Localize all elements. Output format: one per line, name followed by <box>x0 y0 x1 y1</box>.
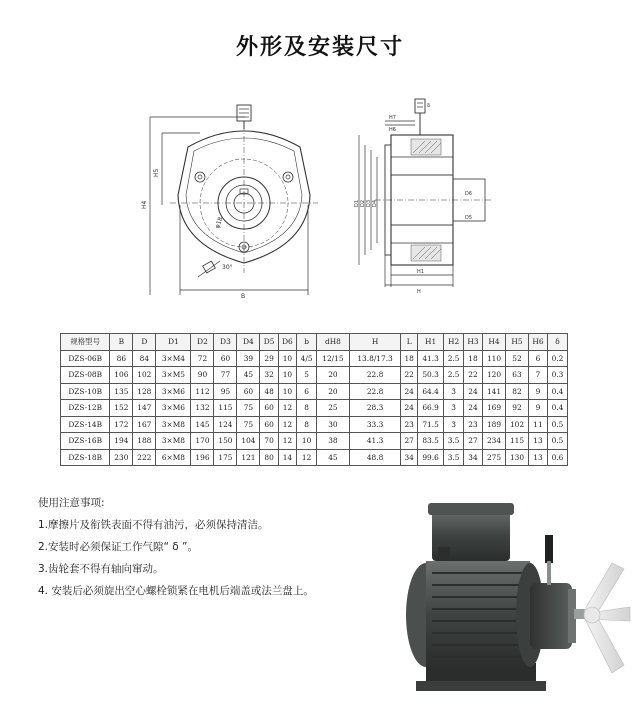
table-row <box>61 367 568 384</box>
value-cell: 52 <box>506 350 529 367</box>
value-cell: 9 <box>528 400 547 417</box>
header-cell: D3 <box>214 334 237 351</box>
value-cell: 60 <box>214 350 237 367</box>
value-cell: 39 <box>237 350 260 367</box>
value-cell: 0.4 <box>548 400 568 417</box>
value-cell: 83.5 <box>418 433 444 450</box>
value-cell: 135 <box>110 383 133 400</box>
coil-section-top <box>411 139 441 155</box>
header-cell: H5 <box>506 334 529 351</box>
value-cell: 70 <box>260 433 278 450</box>
spec-table <box>60 333 568 466</box>
value-cell: 34 <box>401 449 418 466</box>
model-cell: DZS-10B <box>61 383 110 400</box>
table-row <box>61 350 568 367</box>
value-cell: 3×M6 <box>156 383 191 400</box>
label-side-d5: D5 <box>465 215 473 221</box>
table-row <box>61 400 568 417</box>
value-cell: 6 <box>297 383 317 400</box>
table-header-row <box>61 334 568 351</box>
bolt-hole <box>283 172 293 182</box>
value-cell: 0.6 <box>548 449 568 466</box>
table-row <box>61 416 568 433</box>
value-cell: 3×M5 <box>156 367 191 384</box>
value-cell: 71.5 <box>418 416 444 433</box>
label-side-d1: D1 <box>354 199 360 207</box>
label-side-h7: H7 <box>389 115 396 121</box>
value-cell: 24 <box>401 383 418 400</box>
header-cell: H2 <box>444 334 464 351</box>
table-row <box>61 383 568 400</box>
value-cell: 124 <box>214 416 237 433</box>
value-cell: 6 <box>528 350 547 367</box>
label-b: B <box>241 293 246 300</box>
value-cell: 230 <box>110 449 133 466</box>
header-cell: D2 <box>191 334 214 351</box>
value-cell: 41.3 <box>349 433 401 450</box>
value-cell: 10 <box>278 383 296 400</box>
value-cell: 24 <box>464 400 483 417</box>
value-cell: 63 <box>506 367 529 384</box>
value-cell: 141 <box>483 383 506 400</box>
model-cell: DZS-16B <box>61 433 110 450</box>
value-cell: 8 <box>297 400 317 417</box>
value-cell: 172 <box>110 416 133 433</box>
value-cell: 167 <box>133 416 156 433</box>
value-cell: 95 <box>214 383 237 400</box>
value-cell: 112 <box>191 383 214 400</box>
value-cell: 99.6 <box>418 449 444 466</box>
usage-notes <box>38 495 398 605</box>
value-cell: 196 <box>191 449 214 466</box>
value-cell: 25 <box>317 400 350 417</box>
label-angle: 30° <box>222 264 233 271</box>
value-cell: 24 <box>464 383 483 400</box>
value-cell: 106 <box>110 367 133 384</box>
value-cell: 12 <box>278 416 296 433</box>
value-cell: 22 <box>401 367 418 384</box>
value-cell: 20 <box>317 367 350 384</box>
value-cell: 9 <box>528 383 547 400</box>
value-cell: 18 <box>401 350 418 367</box>
table-row <box>61 433 568 450</box>
value-cell: 188 <box>133 433 156 450</box>
value-cell: 3 <box>444 416 464 433</box>
value-cell: 13.8/17.3 <box>349 350 401 367</box>
value-cell: 18 <box>464 350 483 367</box>
value-cell: 22.8 <box>349 367 401 384</box>
value-cell: 32 <box>260 367 278 384</box>
value-cell: 84 <box>133 350 156 367</box>
release-lever-handle <box>545 535 553 563</box>
value-cell: 77 <box>214 367 237 384</box>
value-cell: 45 <box>317 449 350 466</box>
brake-unit <box>530 583 572 649</box>
value-cell: 13 <box>528 449 547 466</box>
value-cell: 102 <box>506 416 529 433</box>
fan-hub <box>584 607 600 623</box>
header-cell: D6 <box>278 334 296 351</box>
model-cell: DZS-08B <box>61 367 110 384</box>
front-view-drawing <box>140 85 340 300</box>
header-cell: H <box>349 334 401 351</box>
value-cell: 170 <box>191 433 214 450</box>
value-cell: 23 <box>464 416 483 433</box>
value-cell: 41.3 <box>418 350 444 367</box>
note-item: 2.安装时必须保证工作气隙“ δ ”。 <box>38 541 198 553</box>
value-cell: 20 <box>317 383 350 400</box>
value-cell: 82 <box>506 383 529 400</box>
header-cell: b <box>297 334 317 351</box>
value-cell: 0.4 <box>548 383 568 400</box>
value-cell: 3×M8 <box>156 433 191 450</box>
label-side-h1: H1 <box>417 269 424 275</box>
value-cell: 169 <box>483 400 506 417</box>
value-cell: 60 <box>237 383 260 400</box>
note-item: 4. 安装后必须旋出空心螺栓锁紧在电机后端盖或法兰盘上。 <box>38 585 314 597</box>
value-cell: 12 <box>278 433 296 450</box>
header-cell: D1 <box>156 334 191 351</box>
value-cell: 0.5 <box>548 416 568 433</box>
value-cell: 145 <box>191 416 214 433</box>
value-cell: 4/5 <box>297 350 317 367</box>
value-cell: 0.5 <box>548 433 568 450</box>
value-cell: 275 <box>483 449 506 466</box>
value-cell: 0.3 <box>548 367 568 384</box>
header-cell: D4 <box>237 334 260 351</box>
value-cell: 80 <box>260 449 278 466</box>
value-cell: 50.3 <box>418 367 444 384</box>
label-side-h: H <box>417 289 421 295</box>
value-cell: 120 <box>483 367 506 384</box>
value-cell: 128 <box>133 383 156 400</box>
value-cell: 7 <box>528 367 547 384</box>
value-cell: 130 <box>506 449 529 466</box>
bolt-hole <box>195 172 205 182</box>
value-cell: 110 <box>483 350 506 367</box>
value-cell: 12 <box>278 400 296 417</box>
value-cell: 2.5 <box>444 367 464 384</box>
value-cell: 27 <box>401 433 418 450</box>
header-cell: H1 <box>418 334 444 351</box>
note-item: 3.齿轮套不得有轴向窜动。 <box>38 563 164 575</box>
label-phi18: φ18 <box>213 216 225 230</box>
model-cell: DZS-06B <box>61 350 110 367</box>
page-title: 外形及安装尺寸 <box>235 35 404 60</box>
value-cell: 3.5 <box>444 433 464 450</box>
label-h5: H5 <box>153 168 160 177</box>
value-cell: 60 <box>260 416 278 433</box>
value-cell: 29 <box>260 350 278 367</box>
value-cell: 132 <box>191 400 214 417</box>
value-cell: 45 <box>237 367 260 384</box>
label-side-d4: D4 <box>372 199 378 207</box>
header-cell: H3 <box>464 334 483 351</box>
value-cell: 13 <box>528 433 547 450</box>
value-cell: 115 <box>214 400 237 417</box>
label-side-delta: δ <box>427 103 431 109</box>
value-cell: 14 <box>278 449 296 466</box>
value-cell: 234 <box>483 433 506 450</box>
notes-title: 使用注意事项: <box>38 497 105 509</box>
label-side-d3: D3 <box>366 199 372 207</box>
value-cell: 194 <box>110 433 133 450</box>
value-cell: 3×M4 <box>156 350 191 367</box>
value-cell: 86 <box>110 350 133 367</box>
header-cell: D <box>133 334 156 351</box>
header-cell: dH8 <box>317 334 350 351</box>
value-cell: 10 <box>278 367 296 384</box>
value-cell: 66.9 <box>418 400 444 417</box>
value-cell: 33.3 <box>349 416 401 433</box>
value-cell: 115 <box>506 433 529 450</box>
value-cell: 3.5 <box>444 449 464 466</box>
value-cell: 147 <box>133 400 156 417</box>
label-side-h6: H6 <box>389 127 396 133</box>
value-cell: 60 <box>260 400 278 417</box>
value-cell: 152 <box>110 400 133 417</box>
bottom-screw <box>203 261 216 273</box>
value-cell: 222 <box>133 449 156 466</box>
value-cell: 3 <box>444 400 464 417</box>
value-cell: 10 <box>297 433 317 450</box>
value-cell: 5 <box>297 367 317 384</box>
value-cell: 90 <box>191 367 214 384</box>
value-cell: 189 <box>483 416 506 433</box>
value-cell: 11 <box>528 416 547 433</box>
value-cell: 92 <box>506 400 529 417</box>
header-cell: δ <box>548 334 568 351</box>
header-cell: L <box>401 334 418 351</box>
value-cell: 10 <box>278 350 296 367</box>
value-cell: 22.8 <box>349 383 401 400</box>
model-cell: DZS-18B <box>61 449 110 466</box>
value-cell: 28.3 <box>349 400 401 417</box>
label-side-d6: D6 <box>465 191 473 197</box>
value-cell: 175 <box>214 449 237 466</box>
header-cell: 规格型号 <box>61 334 110 351</box>
value-cell: 3×M8 <box>156 416 191 433</box>
value-cell: 48 <box>260 383 278 400</box>
header-cell: H6 <box>528 334 547 351</box>
note-item: 1.摩擦片及衔铁表面不得有油污，必须保持清洁。 <box>38 519 269 531</box>
value-cell: 23 <box>401 416 418 433</box>
value-cell: 2.5 <box>444 350 464 367</box>
table-body <box>61 350 568 466</box>
value-cell: 12/15 <box>317 350 350 367</box>
side-view-drawing <box>355 95 495 295</box>
value-cell: 104 <box>237 433 260 450</box>
label-h4: H4 <box>141 200 148 209</box>
value-cell: 38 <box>317 433 350 450</box>
value-cell: 12 <box>297 449 317 466</box>
header-cell: H4 <box>483 334 506 351</box>
value-cell: 3×M6 <box>156 400 191 417</box>
value-cell: 0.2 <box>548 350 568 367</box>
value-cell: 72 <box>191 350 214 367</box>
release-lever <box>415 99 425 113</box>
value-cell: 75 <box>237 400 260 417</box>
value-cell: 150 <box>214 433 237 450</box>
label-side-d2: D2 <box>360 199 366 207</box>
value-cell: 24 <box>401 400 418 417</box>
value-cell: 48.8 <box>349 449 401 466</box>
value-cell: 22 <box>464 367 483 384</box>
motor-brake-photo <box>398 503 630 701</box>
value-cell: 75 <box>237 416 260 433</box>
fan-blade <box>584 615 624 673</box>
value-cell: 27 <box>464 433 483 450</box>
value-cell: 121 <box>237 449 260 466</box>
header-cell: D5 <box>260 334 278 351</box>
value-cell: 64.4 <box>418 383 444 400</box>
header-cell: B <box>110 334 133 351</box>
model-cell: DZS-12B <box>61 400 110 417</box>
value-cell: 3 <box>444 383 464 400</box>
value-cell: 8 <box>297 416 317 433</box>
value-cell: 102 <box>133 367 156 384</box>
motor-body <box>426 561 530 669</box>
value-cell: 6×M8 <box>156 449 191 466</box>
coil-section-bottom <box>411 245 441 261</box>
model-cell: DZS-14B <box>61 416 110 433</box>
table-row <box>61 449 568 466</box>
value-cell: 34 <box>464 449 483 466</box>
value-cell: 30 <box>317 416 350 433</box>
